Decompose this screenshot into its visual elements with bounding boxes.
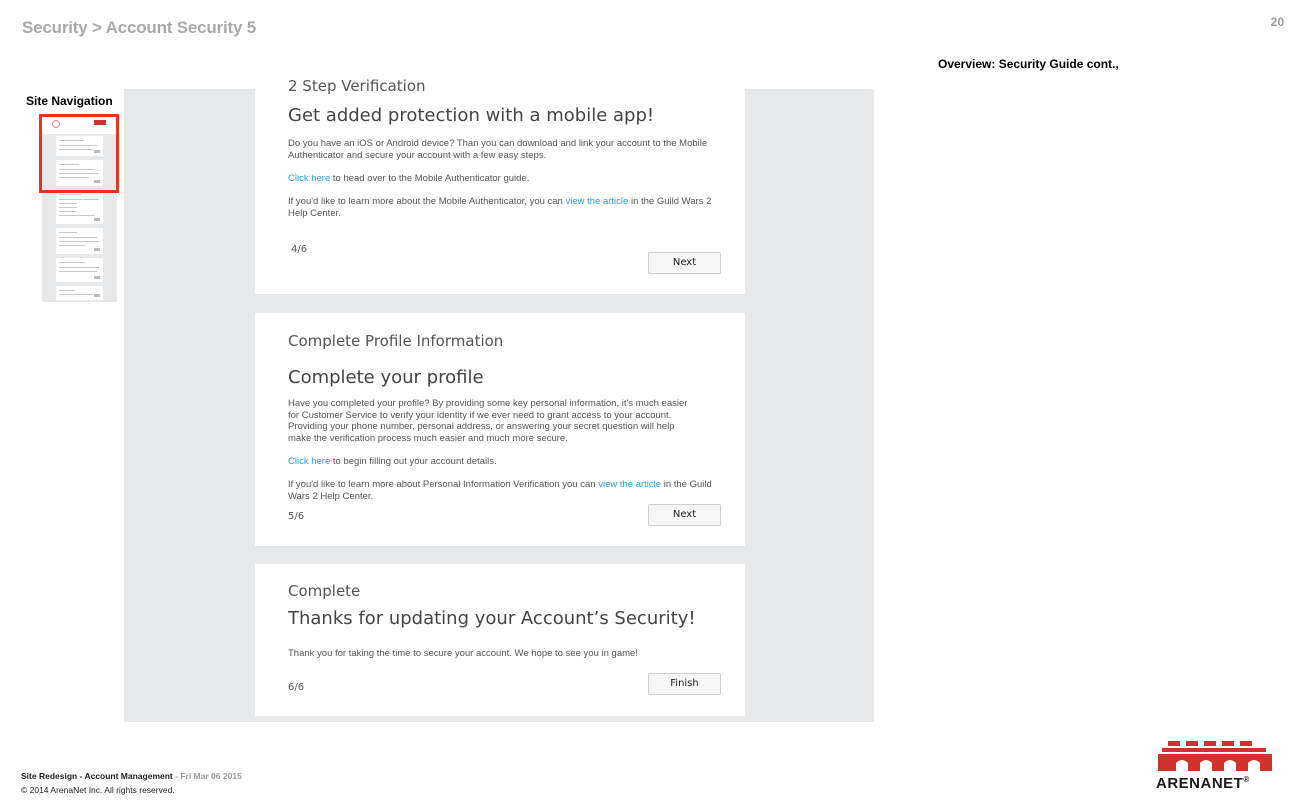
- card-learn-more: If you'd like to learn more about the Mobile Authenticator, you can view the article in the Guild Wars 2 Help Center.: [288, 196, 712, 219]
- card-guide-line: Click here to head over to the Mobile Authenticator guide.: [288, 173, 530, 184]
- next-button[interactable]: Next: [648, 504, 721, 526]
- brand-wordmark: ARENANET®: [1156, 775, 1250, 792]
- thumbnail-card: [56, 190, 103, 224]
- thumbnail-card: [56, 258, 103, 282]
- page-title: Security > Account Security 5: [22, 18, 257, 37]
- card-learn-more: If you'd like to learn more about Personal Information Verification you can view the article in the Guild Wars 2 Help Center.: [288, 479, 712, 502]
- finish-button[interactable]: Finish: [648, 673, 721, 695]
- card-heading: Complete your profile: [288, 367, 484, 388]
- step-title: 2 Step Verification: [288, 77, 426, 95]
- mockup-panel: [124, 77, 874, 722]
- step-counter: 5/6: [288, 511, 305, 522]
- card-description: Do you have an iOS or Android device? Than you can download and link your account to the Mobile Authenticator and secure your account with a few easy steps.: [288, 138, 708, 161]
- card-heading: Thanks for updating your Account’s Security!: [288, 608, 696, 629]
- card-description: Thank you for taking the time to secure your account. We hope to see you in game!: [288, 648, 638, 659]
- current-view-highlight: [39, 114, 119, 193]
- step-title: Complete Profile Information: [288, 332, 504, 350]
- step-counter: 6/6: [288, 682, 305, 693]
- card-description: Have you completed your profile? By providing some key personal information, it's much easier for Customer Service to verify your identity if we ever need to grant access to your account. Providing your phone number, personal address, or answering your secret question will help make the verification process much easier and much more secure.: [288, 398, 688, 444]
- security-step-card: [255, 564, 745, 716]
- overview-label: Overview: Security Guide cont.,: [938, 57, 1119, 71]
- step-title: Complete: [288, 582, 361, 600]
- arenanet-logo: [1156, 741, 1284, 793]
- footer-project: Site Redesign - Account Management - Fri Mar 06 2015: [21, 771, 242, 781]
- thumbnail-card: [56, 286, 103, 300]
- site-navigation-label: Site Navigation: [26, 94, 113, 108]
- page-number: 20: [1270, 15, 1284, 29]
- arenanet-logo-icon: [1156, 741, 1276, 775]
- next-button[interactable]: Next: [648, 252, 721, 274]
- view-article-link[interactable]: view the article: [565, 196, 629, 207]
- footer-copyright: © 2014 ArenaNet Inc. All rights reserved.: [21, 785, 175, 795]
- click-here-link[interactable]: Click here: [288, 173, 331, 184]
- security-step-card: [255, 69, 745, 294]
- card-guide-line: Click here to begin filling out your account details.: [288, 456, 497, 467]
- step-counter: 4/6: [291, 244, 308, 255]
- click-here-link[interactable]: Click here: [288, 456, 331, 467]
- thumbnail-card: [56, 228, 103, 254]
- security-step-card: [255, 313, 745, 546]
- view-article-link[interactable]: view the article: [598, 479, 662, 490]
- card-heading: Get added protection with a mobile app!: [288, 105, 655, 126]
